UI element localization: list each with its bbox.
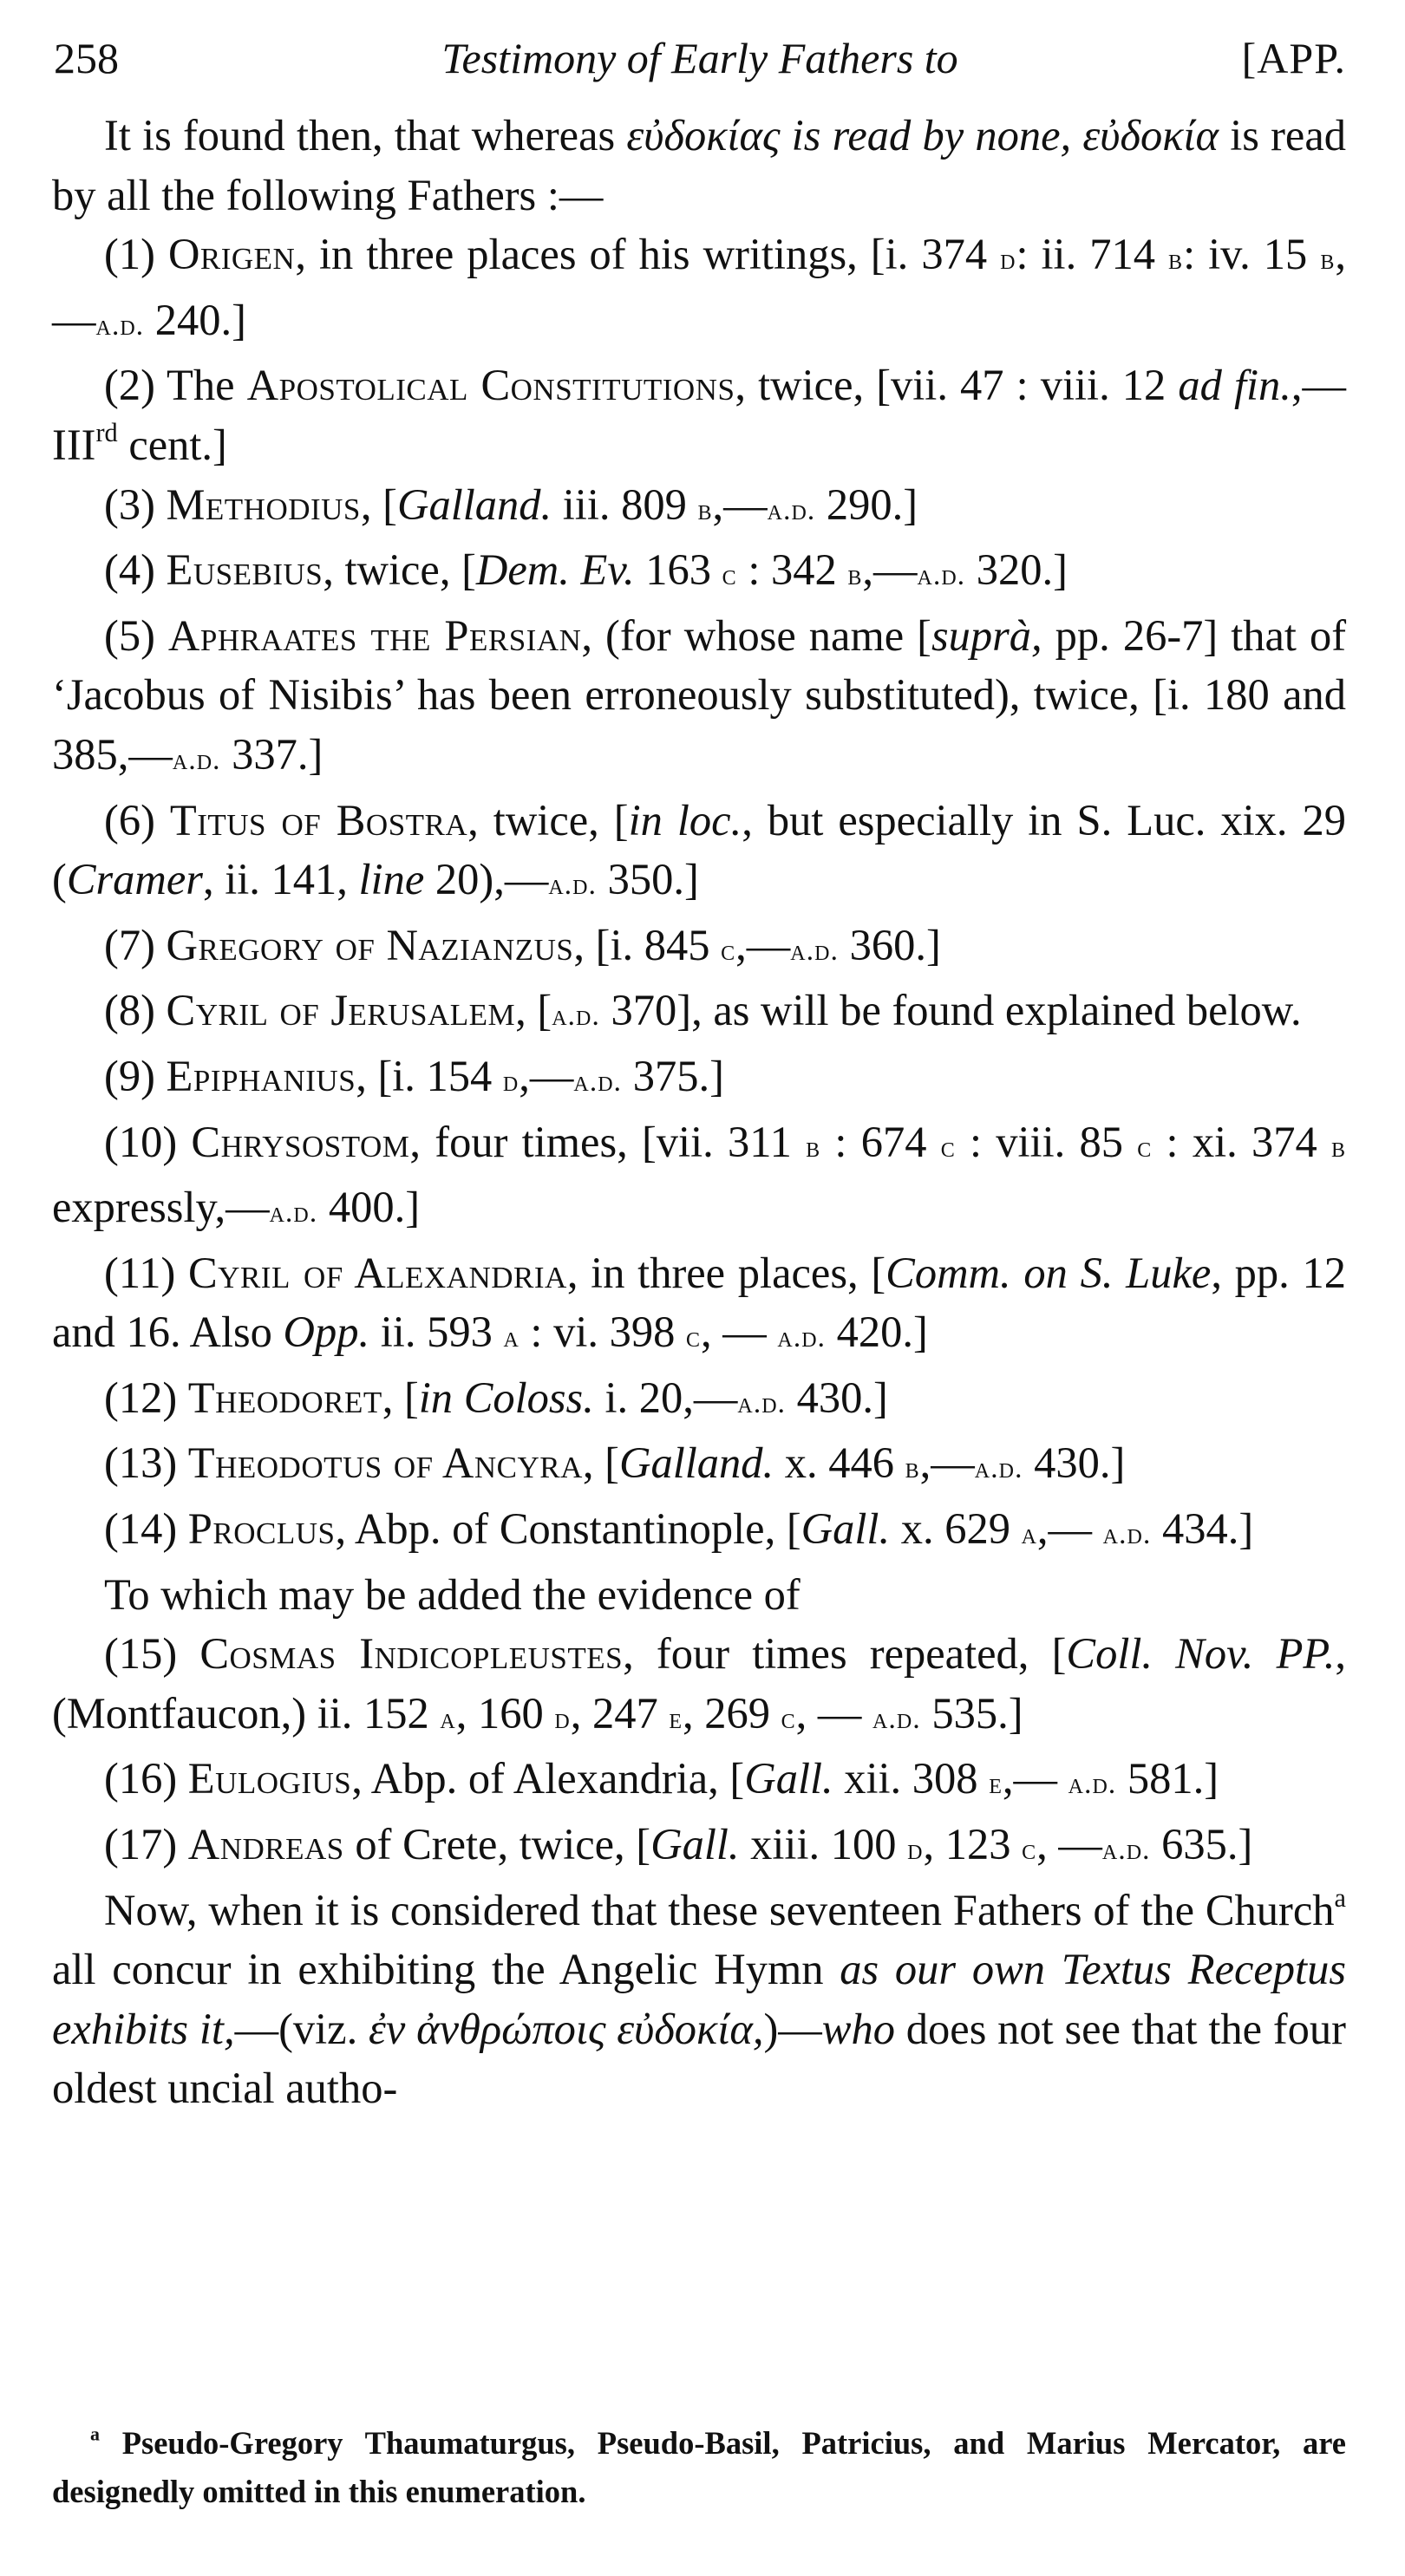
- text-run: (7): [104, 920, 167, 969]
- smallcaps-text: a.d.: [552, 1000, 600, 1033]
- text-run: ,—III: [52, 361, 1347, 469]
- text-run: (9): [104, 1051, 167, 1100]
- italic-text: Opp.: [283, 1308, 370, 1357]
- smallcaps-text: c: [722, 559, 737, 592]
- text-run: , [: [515, 986, 552, 1035]
- italic-text: Cramer: [66, 855, 203, 904]
- text-run: , (Montfaucon,) ii. 152: [52, 1629, 1347, 1738]
- superscript: rd: [95, 417, 118, 447]
- paragraph: [52, 1624, 1346, 1749]
- italic-text: Coloss.: [463, 1373, 594, 1422]
- text-run: 535.]: [920, 1688, 1023, 1738]
- text-run: ,—: [735, 920, 791, 969]
- text-run: , but especially in S. Luc. xix. 29 (: [52, 795, 1347, 904]
- italic-text: εὐδοκίας is read by none,: [626, 111, 1072, 160]
- smallcaps-text: Titus of Bostra: [169, 795, 468, 845]
- paragraph: [52, 1881, 1346, 2118]
- text-run: (2) The: [104, 361, 247, 410]
- text-run: , in three places, [: [566, 1248, 886, 1297]
- smallcaps-text: a.d.: [790, 934, 839, 967]
- text-run: : iv. 15: [1183, 230, 1321, 279]
- text-run: ,—: [519, 1051, 574, 1100]
- smallcaps-text: Cosmas Indicopleustes: [199, 1629, 624, 1679]
- text-run: , 160: [455, 1688, 555, 1738]
- text-run: , twice, [vii. 47 : viii. 12: [735, 361, 1179, 410]
- text-run: 163: [634, 545, 722, 595]
- smallcaps-text: c: [1022, 1834, 1037, 1867]
- text-run: , —: [1036, 1820, 1102, 1869]
- smallcaps-text: d: [907, 1834, 924, 1867]
- text-run: x. 446: [774, 1438, 905, 1488]
- text-run: (11): [104, 1248, 188, 1297]
- paragraph: [52, 1047, 1346, 1112]
- smallcaps-text: Andreas: [187, 1820, 344, 1869]
- text-run: ,—: [1036, 1504, 1103, 1554]
- paragraph: [52, 791, 1346, 916]
- text-run: is read by all the following Fathers :—: [52, 111, 1346, 219]
- text-run: , four times, [vii. 311: [409, 1117, 807, 1166]
- text-run: , twice, [: [467, 795, 629, 845]
- page-number: 258: [54, 34, 119, 82]
- text-run: , pp. 12 and 16. Also: [52, 1248, 1347, 1357]
- smallcaps-text: b: [806, 1131, 821, 1164]
- text-run: 240.]: [144, 295, 246, 344]
- text-run: , [i. 845: [573, 920, 722, 969]
- main-text: [52, 106, 1346, 2118]
- paragraph: [52, 1368, 1346, 1434]
- running-title: Testimony of Early Fathers to: [441, 34, 958, 82]
- text-run: (3): [104, 479, 167, 529]
- text-run: (16): [104, 1754, 188, 1803]
- italic-text: Galland.: [396, 479, 552, 529]
- smallcaps-text: a.d.: [872, 1702, 921, 1735]
- text-run: iii. 809: [552, 479, 698, 529]
- italic-text: Coll. Nov. PP.: [1066, 1629, 1336, 1679]
- smallcaps-text: Eulogius: [187, 1754, 352, 1803]
- italic-text: εὐδοκία: [1082, 111, 1219, 160]
- text-run: 581.]: [1116, 1754, 1219, 1803]
- text-run: x. 629: [890, 1504, 1022, 1554]
- italic-text: ad fin.: [1178, 361, 1291, 410]
- text-run: (13): [104, 1438, 188, 1488]
- smallcaps-text: a.d.: [1101, 1834, 1151, 1867]
- smallcaps-text: c: [781, 1702, 796, 1735]
- smallcaps-text: Epiphanius: [166, 1051, 356, 1100]
- smallcaps-text: Eusebius: [166, 545, 323, 595]
- section-tag: [APP.: [1241, 34, 1346, 82]
- smallcaps-text: d: [554, 1702, 571, 1735]
- text-run: , in three places of his writings, [i. 374: [295, 230, 1001, 279]
- paragraph: [52, 1499, 1346, 1565]
- text-run: , 247: [570, 1688, 670, 1738]
- italic-text: as our own Textus Receptus exhibits it,: [52, 1945, 1346, 2053]
- text-run: Now, when it is considered that these seventeen Fathers of the Church: [104, 1885, 1335, 1934]
- smallcaps-text: b: [847, 559, 863, 592]
- italic-text: Gall.: [744, 1754, 833, 1803]
- text-run: , 269: [683, 1688, 781, 1738]
- paragraph: [52, 1749, 1346, 1815]
- text-run: ii. 593: [369, 1308, 504, 1357]
- italic-text: ἐν ἀνθρώποις εὐδοκία,: [369, 2004, 764, 2053]
- text-run: Pseudo-Gregory Thaumaturgus, Pseudo-Basil, Patricius, and Marius Mercator, are designedly omitted in this enumeration.: [52, 2425, 1346, 2509]
- text-run: of Crete, twice, [: [343, 1820, 651, 1869]
- text-run: , [: [382, 1373, 419, 1422]
- smallcaps-text: a.d.: [1102, 1518, 1152, 1551]
- text-run: (1): [104, 230, 168, 279]
- smallcaps-text: b: [1331, 1131, 1347, 1164]
- text-run: (8): [104, 986, 167, 1035]
- text-run: , 123: [923, 1820, 1023, 1869]
- text-run: xiii. 100: [739, 1820, 908, 1869]
- italic-text: suprà,: [931, 610, 1042, 660]
- text-run: 375.]: [622, 1051, 724, 1100]
- smallcaps-text: Chrysostom: [191, 1117, 410, 1166]
- text-run: , —: [795, 1688, 873, 1738]
- paragraph: [52, 355, 1346, 474]
- smallcaps-text: a: [1021, 1518, 1037, 1551]
- italic-text: Gall.: [650, 1820, 740, 1869]
- text-run: xii. 308: [833, 1754, 990, 1803]
- text-run: (12): [104, 1373, 188, 1422]
- text-run: 20),—: [424, 855, 549, 904]
- text-run: ,—: [712, 479, 768, 529]
- text-run: 430.]: [786, 1373, 888, 1422]
- paragraph: [52, 540, 1346, 606]
- smallcaps-text: b: [905, 1452, 920, 1485]
- paragraph: [52, 916, 1346, 981]
- text-run: It is found then, that whereas: [104, 111, 627, 160]
- text-run: )—: [763, 2004, 822, 2053]
- text-run: : viii. 85: [955, 1117, 1138, 1166]
- text-run: , (for whose name [: [581, 610, 931, 660]
- smallcaps-text: c: [685, 1321, 701, 1354]
- smallcaps-text: Cyril of Jerusalem: [166, 986, 516, 1035]
- text-run: expressly,—: [52, 1183, 270, 1232]
- smallcaps-text: a.d.: [548, 869, 597, 902]
- footnote-text: [52, 2419, 1346, 2516]
- text-run: 320.]: [965, 545, 1068, 595]
- text-run: [1071, 111, 1082, 160]
- text-run: does not see that the four oldest uncial autho-: [52, 2004, 1346, 2113]
- text-run: To which may be added the evidence of: [104, 1569, 801, 1619]
- smallcaps-text: e: [989, 1768, 1003, 1801]
- text-run: i. 20,—: [593, 1373, 738, 1422]
- smallcaps-text: a.d.: [573, 1065, 623, 1098]
- text-run: : 674: [820, 1117, 941, 1166]
- smallcaps-text: a: [503, 1321, 520, 1354]
- italic-text: line: [358, 855, 425, 904]
- text-run: 420.]: [826, 1308, 928, 1357]
- text-run: cent.]: [117, 420, 227, 469]
- text-run: , [i. 154: [356, 1051, 503, 1100]
- paragraph: [52, 1243, 1346, 1368]
- text-run: 360.]: [838, 920, 941, 969]
- smallcaps-text: a.d.: [172, 743, 221, 776]
- text-run: (5): [104, 610, 168, 660]
- smallcaps-text: a.d.: [767, 493, 816, 526]
- smallcaps-text: a.d.: [917, 559, 966, 592]
- superscript: a: [1334, 1882, 1346, 1913]
- text-run: : ii. 714: [1016, 230, 1169, 279]
- smallcaps-text: d: [1000, 244, 1016, 277]
- text-run: ,—: [862, 545, 918, 595]
- text-run: , four times repeated, [: [623, 1629, 1067, 1679]
- text-run: , —: [701, 1308, 778, 1357]
- smallcaps-text: Gregory of Nazianzus: [166, 920, 574, 969]
- paragraph: [52, 1815, 1346, 1881]
- smallcaps-text: a.d.: [1068, 1768, 1117, 1801]
- text-run: , ii. 141,: [202, 855, 359, 904]
- smallcaps-text: Theodoret: [187, 1373, 382, 1422]
- smallcaps-text: Origen: [167, 230, 296, 279]
- text-run: ,—: [1002, 1754, 1068, 1803]
- smallcaps-text: Methodius: [166, 479, 361, 529]
- text-run: , [: [360, 479, 397, 529]
- text-run: : 342: [736, 545, 848, 595]
- footnote: [52, 2419, 1346, 2516]
- text-run: , Abp. of Constantinople, [: [335, 1504, 801, 1554]
- text-run: : vi. 398: [519, 1308, 686, 1357]
- text-run: , Abp. of Alexandria, [: [351, 1754, 745, 1803]
- text-run: 400.]: [317, 1183, 421, 1232]
- text-run: 337.]: [220, 729, 323, 779]
- italic-text: in: [418, 1373, 454, 1422]
- text-run: ,—: [52, 230, 1346, 344]
- paragraph: [52, 106, 1346, 225]
- paragraph: [52, 981, 1346, 1047]
- text-run: (4): [104, 545, 167, 595]
- paragraph: [52, 225, 1346, 355]
- paragraph: [52, 1433, 1346, 1499]
- smallcaps-text: a.d.: [777, 1321, 827, 1354]
- smallcaps-text: d: [502, 1065, 520, 1098]
- smallcaps-text: Apostolical Constitutions: [246, 361, 735, 410]
- smallcaps-text: c: [1137, 1131, 1153, 1164]
- smallcaps-text: a.d.: [737, 1386, 787, 1419]
- smallcaps-text: Theodotus of Ancyra: [187, 1438, 583, 1488]
- smallcaps-text: c: [940, 1131, 956, 1164]
- italic-text: in loc.: [628, 795, 742, 845]
- smallcaps-text: Cyril of Alexandria: [187, 1248, 567, 1297]
- italic-text: Galland.: [619, 1438, 774, 1488]
- text-run: 290.]: [815, 479, 918, 529]
- text-run: —(viz.: [234, 2004, 369, 2053]
- smallcaps-text: a: [440, 1702, 456, 1735]
- text-run: (6): [104, 795, 170, 845]
- smallcaps-text: a.d.: [974, 1452, 1023, 1485]
- paragraph: [52, 475, 1346, 541]
- text-run: (17): [104, 1820, 188, 1869]
- text-run: 370], as will be found explained below.: [599, 986, 1302, 1035]
- superscript: a: [90, 2423, 100, 2445]
- text-run: 350.]: [597, 855, 699, 904]
- smallcaps-text: Proclus: [187, 1504, 336, 1554]
- text-run: , twice, [: [323, 545, 476, 595]
- italic-text: Comm. on S. Luke: [885, 1248, 1212, 1297]
- text-run: 434.]: [1151, 1504, 1254, 1554]
- smallcaps-text: Aphraates the Persian: [167, 610, 582, 660]
- text-run: : xi. 374: [1152, 1117, 1332, 1166]
- text-run: (14): [104, 1504, 188, 1554]
- smallcaps-text: e: [669, 1702, 683, 1735]
- italic-text: Dem. Ev.: [475, 545, 635, 595]
- italic-text: Gall.: [801, 1504, 891, 1554]
- text-run: 430.]: [1023, 1438, 1126, 1488]
- italic-text: who: [821, 2004, 895, 2053]
- smallcaps-text: b: [1320, 244, 1336, 277]
- text-run: , [: [582, 1438, 619, 1488]
- text-run: all concur in exhibiting the Angelic Hymn: [52, 1945, 840, 1994]
- smallcaps-text: b: [1168, 244, 1184, 277]
- text-run: (10): [104, 1117, 192, 1166]
- smallcaps-text: a.d.: [95, 309, 145, 342]
- paragraph: [52, 1565, 1346, 1625]
- text-run: [453, 1373, 464, 1422]
- paragraph: [52, 1112, 1346, 1243]
- text-run: 635.]: [1150, 1820, 1253, 1869]
- smallcaps-text: c: [721, 934, 736, 967]
- running-header: [54, 26, 1346, 90]
- text-run: (15): [104, 1629, 200, 1679]
- paragraph: [52, 606, 1346, 791]
- smallcaps-text: a.d.: [269, 1197, 318, 1229]
- text-run: pp. 26-7] that of ‘Jacobus of Nisibis’ has been erroneously substituted), twice, [i. 180 and 385,—: [52, 610, 1347, 779]
- smallcaps-text: b: [697, 493, 713, 526]
- text-run: ,—: [919, 1438, 975, 1488]
